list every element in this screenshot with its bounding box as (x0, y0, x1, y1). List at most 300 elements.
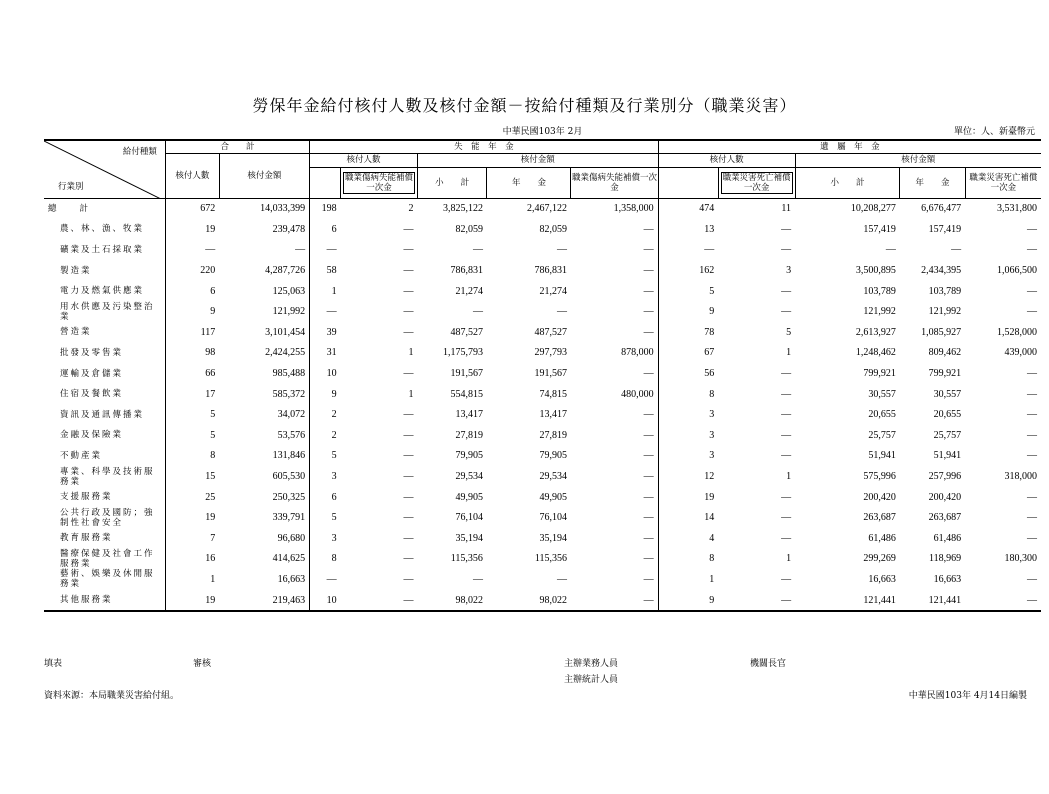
surv-lump-amount-cell: 439,000 (1004, 347, 1037, 359)
surv-count-cell: 162 (658, 260, 718, 281)
surv-count-cell: 8 (658, 384, 718, 405)
dis-annuity-cell: 82,059 (539, 223, 567, 235)
total-amount-cell: 16,663 (277, 573, 306, 585)
surv-annuity-cell: 1,085,927 (921, 326, 962, 338)
total-count-cell: 7 (165, 528, 219, 549)
surv-lump-amount-cell: — (1027, 450, 1037, 462)
dis-count-cell: 3 (310, 466, 341, 487)
total-count-cell: 6 (165, 281, 219, 302)
total-amount-cell: 219,463 (219, 590, 309, 612)
header-row-2 (44, 153, 1041, 167)
surv-lump-amount-header: 職業災害死亡補償一次金 (965, 167, 1041, 198)
surv-lump-amount-cell: — (1027, 388, 1037, 400)
surv-count-cell: 5 (658, 281, 718, 302)
surv-lump-amount-cell: 1,528,000 (997, 326, 1037, 338)
dis-annuity-cell: 2,467,122 (526, 203, 567, 215)
dis-lump-amount-cell: — (643, 491, 654, 503)
footer-head: 機關長官 (750, 659, 787, 669)
dis-lump-amount-cell: — (643, 532, 654, 544)
report-title: 勞保年金給付核付人數及核付金額－按給付種類及行業別分（職業災害） (252, 96, 797, 115)
dis-subtotal-cell: 49,905 (455, 491, 483, 503)
dis-lump-count-cell: 1 (408, 347, 414, 359)
dis-annuity-cell: — (556, 244, 567, 256)
total-amount-cell: 96,680 (277, 532, 306, 544)
surv-count-cell: 67 (658, 343, 718, 364)
surv-lump-count-cell: — (781, 306, 792, 318)
surv-subtotal-cell: 121,441 (795, 590, 900, 612)
total-group-header: 合 計 (165, 140, 309, 153)
dis-lump-count-cell: — (403, 368, 414, 380)
dis-subtotal-cell: 115,356 (450, 553, 483, 565)
table-row (44, 301, 1041, 322)
surv-count-cell: 13 (658, 219, 718, 240)
surv-annuity-cell: 118,969 (929, 553, 962, 565)
surv-lump-count-cell: 5 (786, 326, 792, 338)
surv-count-cell: 3 (658, 425, 718, 446)
dis-subtotal-cell: 191,567 (450, 368, 483, 380)
total-amount-cell: 2,424,255 (265, 347, 306, 359)
dis-subtotal-cell: 554,815 (450, 388, 483, 400)
surv-subtotal-cell: 3,500,895 (855, 265, 896, 277)
row-label: 不動產業 (60, 450, 103, 461)
surv-lump-amount-cell: — (1027, 532, 1037, 544)
surv-count-cell: 474 (658, 198, 718, 219)
table-row (44, 384, 1041, 405)
surv-lump-amount-cell: 180,300 (1004, 553, 1037, 565)
dis-annuity-cell: 29,534 (539, 471, 567, 483)
total-count-cell: 66 (165, 363, 219, 384)
total-count-cell: 9 (165, 301, 219, 322)
surv-lump-count-cell: 1 (786, 347, 792, 359)
row-label: 住宿及餐飲業 (60, 389, 124, 400)
surv-count-cell: 9 (658, 590, 718, 612)
table-row (44, 363, 1041, 384)
row-label: 農、林、漁、牧業 (60, 224, 145, 235)
surv-lump-amount-cell: — (965, 590, 1041, 612)
dis-count-cell: 2 (310, 425, 341, 446)
dis-lump-count-cell: 1 (408, 388, 414, 400)
dis-count-cell: 6 (310, 219, 341, 240)
surv-count-cell: 12 (658, 466, 718, 487)
table-row (44, 240, 1041, 261)
total-amount-cell: 250,325 (272, 491, 306, 503)
total-count-cell: 8 (165, 446, 219, 467)
dis-subtotal-cell: 487,527 (450, 326, 483, 338)
surv-lump-amount-cell: 318,000 (1004, 471, 1037, 483)
disability-group-header: 失 能 年 金 (310, 140, 659, 153)
dis-subtotal-cell: 98,022 (417, 590, 487, 612)
surv-lump-amount-cell: 3,531,800 (997, 203, 1037, 215)
dis-subtotal-cell: 786,831 (450, 265, 483, 277)
dis-annuity-cell: 79,905 (539, 450, 567, 462)
dis-lump-amount-cell: 480,000 (621, 388, 654, 400)
surv-lump-amount-cell: — (1027, 409, 1037, 421)
dis-lump-count-cell: — (341, 590, 418, 612)
total-count-cell: 672 (165, 198, 219, 219)
dis-lump-amount-cell: — (643, 368, 654, 380)
surv-subtotal-cell: 25,757 (868, 429, 896, 441)
surv-annuity-cell: 809,462 (928, 347, 962, 359)
statistics-table (44, 139, 1041, 612)
surv-count-cell: 3 (658, 446, 718, 467)
dis-lump-count-header: 職業傷病失能補償一次金 (341, 167, 418, 198)
dis-subtotal-cell: 13,417 (455, 409, 483, 421)
dis-lump-count-cell: 2 (408, 203, 414, 215)
surv-lump-amount-cell: — (1027, 285, 1037, 297)
surv-subtotal-cell: 575,996 (863, 471, 896, 483)
surv-count-cell: 1 (658, 569, 718, 590)
surv-lump-count-cell: — (781, 409, 792, 421)
dis-annuity-cell: 191,567 (534, 368, 567, 380)
surv-subtotal-cell: 799,921 (863, 368, 896, 380)
dis-annuity-cell: 76,104 (539, 512, 567, 524)
dis-lump-count-cell: — (403, 553, 414, 565)
total-count-cell: 117 (165, 322, 219, 343)
dis-annuity-cell: 13,417 (539, 409, 567, 421)
table-row (44, 569, 1041, 590)
surv-annuity-cell: 103,789 (928, 285, 962, 297)
surv-lump-amount-cell: — (1027, 306, 1037, 318)
dis-lump-count-cell: — (403, 326, 414, 338)
surv-subtotal-cell: 2,613,927 (855, 326, 896, 338)
dis-annuity-cell: 487,527 (534, 326, 567, 338)
dis-count-cell: 31 (310, 343, 341, 364)
table-row (44, 281, 1041, 302)
surv-lump-amount-cell: — (1027, 429, 1037, 441)
total-amount-cell: 605,530 (272, 471, 306, 483)
corner-cell (44, 140, 165, 198)
surv-annuity-cell: 30,557 (933, 388, 962, 400)
surv-annuity-cell: 157,419 (928, 223, 962, 235)
surv-lump-count-cell: — (781, 223, 792, 235)
total-amount-cell: 53,576 (277, 429, 306, 441)
dis-subtotal-cell: — (472, 244, 483, 256)
dis-count-cell: — (310, 240, 341, 261)
dis-subtotal-cell: 1,175,793 (442, 347, 483, 359)
table-row (44, 343, 1041, 364)
total-count-header: 核付人數 (165, 153, 219, 198)
surv-lump-count-cell: 1 (786, 553, 792, 565)
table-row (44, 590, 1041, 612)
dis-annuity-cell: 49,905 (539, 491, 567, 503)
dis-amount-group-header: 核付金額 (417, 153, 658, 167)
surv-subtotal-header: 小 計 (795, 167, 900, 198)
surv-lump-count-cell: — (781, 512, 792, 524)
dis-subtotal-cell: 82,059 (455, 223, 483, 235)
surv-subtotal-cell: 263,687 (863, 512, 896, 524)
dis-subtotal-cell: 3,825,122 (442, 203, 483, 215)
surv-annuity-cell: 2,434,395 (921, 265, 962, 277)
surv-lump-amount-cell: — (1027, 244, 1037, 256)
header-row-1 (44, 140, 1041, 153)
dis-count-cell: 6 (310, 487, 341, 508)
dis-lump-amount-cell: — (643, 429, 654, 441)
total-amount-cell: 125,063 (272, 285, 306, 297)
total-count-cell: 98 (165, 343, 219, 364)
table-body (44, 198, 1041, 611)
surv-lump-count-cell: — (781, 368, 792, 380)
dis-lump-count-cell: — (403, 285, 414, 297)
surv-annuity-cell: 61,486 (933, 532, 962, 544)
dis-subtotal-cell: — (472, 306, 483, 318)
surv-annuity-cell: 121,992 (928, 306, 962, 318)
surv-subtotal-cell: 1,248,462 (855, 347, 896, 359)
dis-annuity-cell: 27,819 (539, 429, 567, 441)
dis-count-cell: 5 (310, 446, 341, 467)
surv-subtotal-cell: — (885, 244, 896, 256)
footer-reviewed: 審核 (193, 659, 212, 669)
total-amount-cell: 121,992 (272, 306, 306, 318)
footer-source: 資料來源：本局職業災害給付組。 (44, 691, 180, 701)
dis-lump-count-cell: — (403, 532, 414, 544)
row-label: 批發及零售業 (60, 347, 124, 358)
dis-lump-amount-cell: — (571, 590, 658, 612)
surv-annuity-cell: — (951, 244, 962, 256)
surv-lump-count-cell: — (781, 285, 792, 297)
surv-count-group-header: 核付人數 (658, 153, 795, 167)
surv-count-header (658, 167, 718, 198)
dis-subtotal-cell: — (472, 573, 483, 585)
dis-lump-amount-cell: 878,000 (621, 347, 654, 359)
dis-lump-count-cell: — (403, 409, 414, 421)
surv-subtotal-cell: 121,992 (863, 306, 896, 318)
surv-subtotal-cell: 20,655 (868, 409, 896, 421)
surv-subtotal-cell: 16,663 (868, 573, 896, 585)
corner-top-label: 給付種類 (122, 147, 157, 157)
row-label: 其他服務業 (44, 590, 165, 612)
dis-count-cell: — (310, 301, 341, 322)
surv-amount-group-header: 核付金額 (795, 153, 1041, 167)
total-amount-cell: 131,846 (272, 450, 306, 462)
dis-annuity-cell: 21,274 (539, 285, 567, 297)
surv-lump-amount-cell: 1,066,500 (997, 265, 1037, 277)
dis-count-cell: 39 (310, 322, 341, 343)
surv-lump-count-cell: — (718, 590, 795, 612)
dis-count-cell: 3 (310, 528, 341, 549)
dis-lump-amount-cell: 1,358,000 (613, 203, 654, 215)
surv-annuity-cell: 200,420 (928, 491, 962, 503)
row-label: 總 計 (48, 203, 91, 214)
dis-subtotal-cell: 21,274 (455, 285, 483, 297)
dis-subtotal-cell: 35,194 (455, 532, 483, 544)
total-count-cell: 1 (165, 569, 219, 590)
row-label: 醫療保健及社會工作服務業 (60, 548, 155, 569)
dis-count-cell: 58 (310, 260, 341, 281)
surv-annuity-cell: 6,676,477 (921, 203, 962, 215)
row-label: 教育服務業 (60, 533, 113, 544)
surv-subtotal-cell: 51,941 (868, 450, 896, 462)
row-label: 公共行政及國防；強制性社會安全 (60, 507, 155, 528)
dis-count-cell: — (310, 569, 341, 590)
surv-annuity-cell: 121,441 (900, 590, 965, 612)
row-label: 運輸及倉儲業 (60, 368, 124, 379)
dis-annuity-cell: 98,022 (487, 590, 571, 612)
table-row (44, 425, 1041, 446)
dis-subtotal-cell: 79,905 (455, 450, 483, 462)
surv-lump-amount-cell: — (1027, 223, 1037, 235)
dis-lump-amount-cell: — (643, 285, 654, 297)
dis-subtotal-cell: 76,104 (455, 512, 483, 524)
surv-annuity-cell: 799,921 (928, 368, 962, 380)
table-row (44, 549, 1041, 570)
total-count-cell: — (165, 240, 219, 261)
surv-count-cell: 8 (658, 549, 718, 570)
footer-prepared: 填表 (44, 659, 63, 669)
row-label: 用水供應及污染整治業 (60, 301, 155, 322)
surv-lump-count-cell: — (781, 491, 792, 503)
surv-annuity-cell: 20,655 (933, 409, 962, 421)
dis-lump-amount-cell: — (643, 471, 654, 483)
total-count-cell: 25 (165, 487, 219, 508)
dis-count-cell: 9 (310, 384, 341, 405)
table-row (44, 446, 1041, 467)
surv-subtotal-cell: 30,557 (868, 388, 896, 400)
surv-lump-count-cell: — (781, 388, 792, 400)
surv-count-cell: 9 (658, 301, 718, 322)
row-label: 支援服務業 (60, 492, 113, 503)
dis-lump-count-cell: — (403, 512, 414, 524)
table-row (44, 528, 1041, 549)
total-amount-cell: 34,072 (277, 409, 306, 421)
dis-count-cell: 1 (310, 281, 341, 302)
total-amount-cell: 239,478 (272, 223, 306, 235)
total-amount-cell: — (295, 244, 306, 256)
surv-lump-count-cell: — (781, 429, 792, 441)
surv-count-cell: 3 (658, 404, 718, 425)
dis-lump-amount-cell: — (643, 223, 654, 235)
surv-count-cell: 78 (658, 322, 718, 343)
surv-annuity-header: 年 金 (900, 167, 965, 198)
row-label: 金融及保險業 (60, 430, 124, 441)
row-label: 資訊及通訊傳播業 (60, 409, 145, 420)
surv-count-cell: 56 (658, 363, 718, 384)
report-period: 中華民國103年 2月 (502, 127, 583, 137)
surv-lump-count-header: 職業災害死亡補償一次金 (718, 167, 795, 198)
table-row (44, 260, 1041, 281)
dis-annuity-cell: 35,194 (539, 532, 567, 544)
surv-lump-count-cell: 11 (781, 203, 792, 215)
total-amount-cell: 585,372 (272, 388, 306, 400)
total-count-cell: 5 (165, 404, 219, 425)
dis-lump-count-cell: — (403, 265, 414, 277)
total-count-cell: 19 (165, 507, 219, 528)
surv-annuity-cell: 257,996 (928, 471, 962, 483)
dis-lump-amount-cell: — (643, 553, 654, 565)
dis-lump-count-cell: — (403, 223, 414, 235)
surv-count-cell: — (658, 240, 718, 261)
total-count-cell: 17 (165, 384, 219, 405)
row-label: 專業、科學及技術服務業 (60, 466, 155, 487)
surv-lump-count-cell: 3 (786, 265, 792, 277)
dis-lump-count-cell: — (403, 450, 414, 462)
surv-subtotal-cell: 103,789 (863, 285, 896, 297)
table-row (44, 404, 1041, 425)
footer-date: 中華民國103年 4月14日編製 (908, 691, 1027, 701)
table-row (44, 198, 1041, 219)
dis-lump-amount-cell: — (643, 326, 654, 338)
table-row (44, 487, 1041, 508)
total-amount-cell: 14,033,399 (260, 203, 306, 215)
dis-lump-count-cell: — (403, 573, 414, 585)
unit-label: 單位：人、新臺幣元 (953, 127, 1035, 137)
surv-subtotal-cell: 200,420 (863, 491, 896, 503)
dis-count-cell: 198 (310, 198, 341, 219)
dis-annuity-cell: — (556, 306, 567, 318)
dis-count-cell: 10 (310, 363, 341, 384)
total-amount-cell: 414,625 (272, 553, 306, 565)
dis-lump-count-cell: — (403, 429, 414, 441)
dis-count-cell: 2 (310, 404, 341, 425)
dis-annuity-cell: — (556, 573, 567, 585)
table-row (44, 219, 1041, 240)
dis-lump-amount-header: 職業傷病失能補償一次金 (571, 167, 658, 198)
surv-annuity-cell: 16,663 (933, 573, 962, 585)
surv-lump-amount-cell: — (1027, 368, 1037, 380)
dis-count-cell: 5 (310, 507, 341, 528)
dis-lump-amount-cell: — (643, 450, 654, 462)
footer-stats-officer: 主辦統計人員 (564, 675, 619, 685)
surv-annuity-cell: 51,941 (933, 450, 962, 462)
table-row (44, 507, 1041, 528)
dis-lump-amount-cell: — (643, 409, 654, 421)
surv-count-cell: 14 (658, 507, 718, 528)
total-count-cell: 220 (165, 260, 219, 281)
dis-lump-count-cell: — (403, 306, 414, 318)
surv-count-cell: 4 (658, 528, 718, 549)
footer-business-officer: 主辦業務人員 (564, 659, 619, 669)
dis-subtotal-header: 小 計 (417, 167, 487, 198)
surv-lump-count-cell: — (781, 532, 792, 544)
dis-lump-amount-cell: — (643, 244, 654, 256)
dis-annuity-header: 年 金 (487, 167, 571, 198)
dis-annuity-cell: 786,831 (534, 265, 567, 277)
survivor-group-header: 遺 屬 年 金 (658, 140, 1041, 153)
row-label: 礦業及土石採取業 (60, 244, 145, 255)
table-row (44, 466, 1041, 487)
surv-lump-amount-cell: — (1027, 573, 1037, 585)
dis-count-cell: 8 (310, 549, 341, 570)
surv-subtotal-cell: 10,208,277 (850, 203, 896, 215)
total-amount-cell: 339,791 (272, 512, 306, 524)
dis-annuity-cell: 74,815 (539, 388, 567, 400)
dis-count-cell: 10 (310, 590, 341, 612)
dis-lump-amount-cell: — (643, 573, 654, 585)
table-row (44, 322, 1041, 343)
surv-lump-amount-cell: — (1027, 512, 1037, 524)
surv-lump-amount-cell: — (1027, 491, 1037, 503)
dis-lump-amount-cell: — (643, 512, 654, 524)
row-label: 電力及燃氣供應業 (60, 286, 145, 297)
surv-lump-count-cell: — (781, 573, 792, 585)
dis-subtotal-cell: 29,534 (455, 471, 483, 483)
dis-count-header (310, 167, 341, 198)
dis-count-group-header: 核付人數 (310, 153, 418, 167)
dis-lump-count-cell: — (403, 244, 414, 256)
total-amount-header: 核付金額 (219, 153, 309, 198)
surv-subtotal-cell: 299,269 (863, 553, 896, 565)
dis-lump-count-cell: — (403, 491, 414, 503)
surv-subtotal-cell: 61,486 (868, 532, 896, 544)
total-amount-cell: 3,101,454 (265, 326, 306, 338)
dis-lump-count-cell: — (403, 471, 414, 483)
surv-lump-count-cell: 1 (786, 471, 792, 483)
total-amount-cell: 4,287,726 (265, 265, 306, 277)
surv-count-cell: 19 (658, 487, 718, 508)
dis-annuity-cell: 297,793 (534, 347, 567, 359)
surv-lump-count-cell: — (781, 450, 792, 462)
surv-annuity-cell: 25,757 (933, 429, 962, 441)
surv-lump-count-cell: — (781, 244, 792, 256)
